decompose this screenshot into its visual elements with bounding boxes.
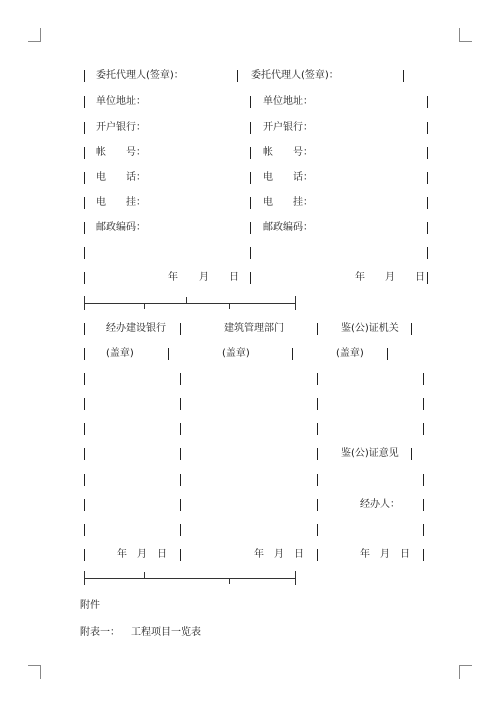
table-border xyxy=(237,70,238,82)
crop-mark-top-right xyxy=(459,28,460,42)
table-border xyxy=(180,323,181,335)
table-border xyxy=(423,373,424,385)
table-border xyxy=(180,474,181,486)
table-border xyxy=(423,398,424,410)
bank-date-year: 年 xyxy=(117,549,127,560)
notary-column-header: 鉴(公)证机关 xyxy=(341,323,399,334)
right-account-label: 帐 号： xyxy=(263,147,313,158)
table-border xyxy=(84,348,85,360)
left-phone-label: 电 话： xyxy=(96,172,146,183)
table-border xyxy=(84,222,85,234)
attachment-title: 附件 xyxy=(80,600,100,611)
table-border xyxy=(180,549,181,561)
construction-dept-date-day: 日 xyxy=(294,549,304,560)
table-border xyxy=(84,423,85,435)
table-border xyxy=(427,96,428,108)
table-border xyxy=(250,222,251,234)
table-border xyxy=(427,122,428,134)
bank-date-month: 月 xyxy=(137,549,147,560)
left-date-month: 月 xyxy=(199,272,209,283)
table-border xyxy=(250,172,251,184)
rule-tick xyxy=(229,303,230,309)
rule-tick xyxy=(186,297,187,303)
bank-column-header: 经办建设银行 xyxy=(106,323,166,334)
table-border xyxy=(84,272,85,284)
table-border xyxy=(317,549,318,561)
table-border xyxy=(84,474,85,486)
table-border xyxy=(84,96,85,108)
table-border xyxy=(84,147,85,159)
table-border xyxy=(317,524,318,536)
table-border xyxy=(250,272,251,284)
right-bank-label: 开户银行： xyxy=(263,122,313,133)
table-border xyxy=(427,222,428,234)
table-border xyxy=(84,172,85,184)
table-border xyxy=(427,172,428,184)
handler-label: 经办人： xyxy=(360,499,400,510)
attachment-table-one-name: 工程项目一览表 xyxy=(131,627,201,638)
table-border xyxy=(84,197,85,209)
right-postcode-label: 邮政编码： xyxy=(263,222,313,233)
right-date-year: 年 xyxy=(355,272,365,283)
table-border xyxy=(180,423,181,435)
table-border xyxy=(180,373,181,385)
notary-opinion-label: 鉴(公)证意见 xyxy=(341,448,399,459)
table-bottom-rule xyxy=(84,303,296,304)
rule-tick xyxy=(295,571,296,585)
rule-tick xyxy=(84,296,85,310)
left-date-day: 日 xyxy=(229,272,239,283)
table-border xyxy=(411,448,412,460)
table-border xyxy=(180,499,181,511)
table-border xyxy=(423,423,424,435)
notary-date-month: 月 xyxy=(380,549,390,560)
crop-mark-bottom-left xyxy=(28,665,41,666)
construction-dept-date-year: 年 xyxy=(254,549,264,560)
attachment-table-one-label: 附表一： xyxy=(80,627,120,638)
table-border xyxy=(168,348,169,360)
table-border xyxy=(180,398,181,410)
table-border xyxy=(423,474,424,486)
table-border xyxy=(317,423,318,435)
right-cable-label: 电 挂： xyxy=(263,197,313,208)
left-cable-label: 电 挂： xyxy=(96,197,146,208)
table-border xyxy=(84,122,85,134)
table-border xyxy=(84,70,85,82)
table-border xyxy=(84,448,85,460)
table-bottom-rule xyxy=(84,578,296,579)
rule-tick xyxy=(144,303,145,309)
notary-seal-label: (盖章) xyxy=(336,348,364,359)
right-date-day: 日 xyxy=(415,272,425,283)
right-date-month: 月 xyxy=(385,272,395,283)
table-border xyxy=(317,373,318,385)
bank-seal-label: (盖章) xyxy=(106,348,134,359)
table-border xyxy=(84,499,85,511)
table-border xyxy=(427,147,428,159)
bank-date-day: 日 xyxy=(157,549,167,560)
left-postcode-label: 邮政编码： xyxy=(96,222,146,233)
table-border xyxy=(84,247,85,259)
rule-tick xyxy=(229,578,230,584)
left-address-label: 单位地址： xyxy=(96,96,146,107)
table-border xyxy=(84,524,85,536)
table-border xyxy=(250,197,251,209)
rule-tick xyxy=(84,571,85,585)
crop-mark-bottom-right xyxy=(459,665,472,666)
table-border xyxy=(317,398,318,410)
table-border xyxy=(411,323,412,335)
notary-date-day: 日 xyxy=(400,549,410,560)
table-border xyxy=(317,499,318,511)
table-border xyxy=(423,499,424,511)
table-border xyxy=(387,348,388,360)
table-border xyxy=(403,70,404,82)
crop-mark-top-right xyxy=(459,41,472,42)
right-agent-label: 委托代理人(签章)： xyxy=(251,70,339,81)
construction-dept-seal-label: (盖章) xyxy=(222,348,250,359)
table-border xyxy=(250,122,251,134)
left-bank-label: 开户银行： xyxy=(96,122,146,133)
crop-mark-bottom-right xyxy=(459,665,460,679)
notary-date-year: 年 xyxy=(360,549,370,560)
table-border xyxy=(84,398,85,410)
table-border xyxy=(427,272,428,284)
construction-dept-date-month: 月 xyxy=(274,549,284,560)
table-border xyxy=(317,448,318,460)
table-border xyxy=(250,147,251,159)
table-border xyxy=(292,348,293,360)
crop-mark-bottom-left xyxy=(40,665,41,679)
crop-mark-top-left xyxy=(40,28,41,42)
table-border xyxy=(427,247,428,259)
table-border xyxy=(84,549,85,561)
table-border xyxy=(180,448,181,460)
table-border xyxy=(317,323,318,335)
table-border xyxy=(427,197,428,209)
crop-mark-top-left xyxy=(28,41,41,42)
right-address-label: 单位地址： xyxy=(263,96,313,107)
rule-tick xyxy=(295,296,296,310)
table-border xyxy=(250,247,251,259)
right-phone-label: 电 话： xyxy=(263,172,313,183)
table-border xyxy=(250,96,251,108)
table-border xyxy=(423,524,424,536)
left-account-label: 帐 号： xyxy=(96,147,146,158)
construction-dept-column-header: 建筑管理部门 xyxy=(224,323,284,334)
table-border xyxy=(423,549,424,561)
table-border xyxy=(180,524,181,536)
rule-tick xyxy=(144,572,145,578)
left-agent-label: 委托代理人(签章)： xyxy=(96,70,184,81)
table-border xyxy=(84,323,85,335)
table-border xyxy=(84,373,85,385)
table-border xyxy=(317,474,318,486)
left-date-year: 年 xyxy=(168,272,178,283)
